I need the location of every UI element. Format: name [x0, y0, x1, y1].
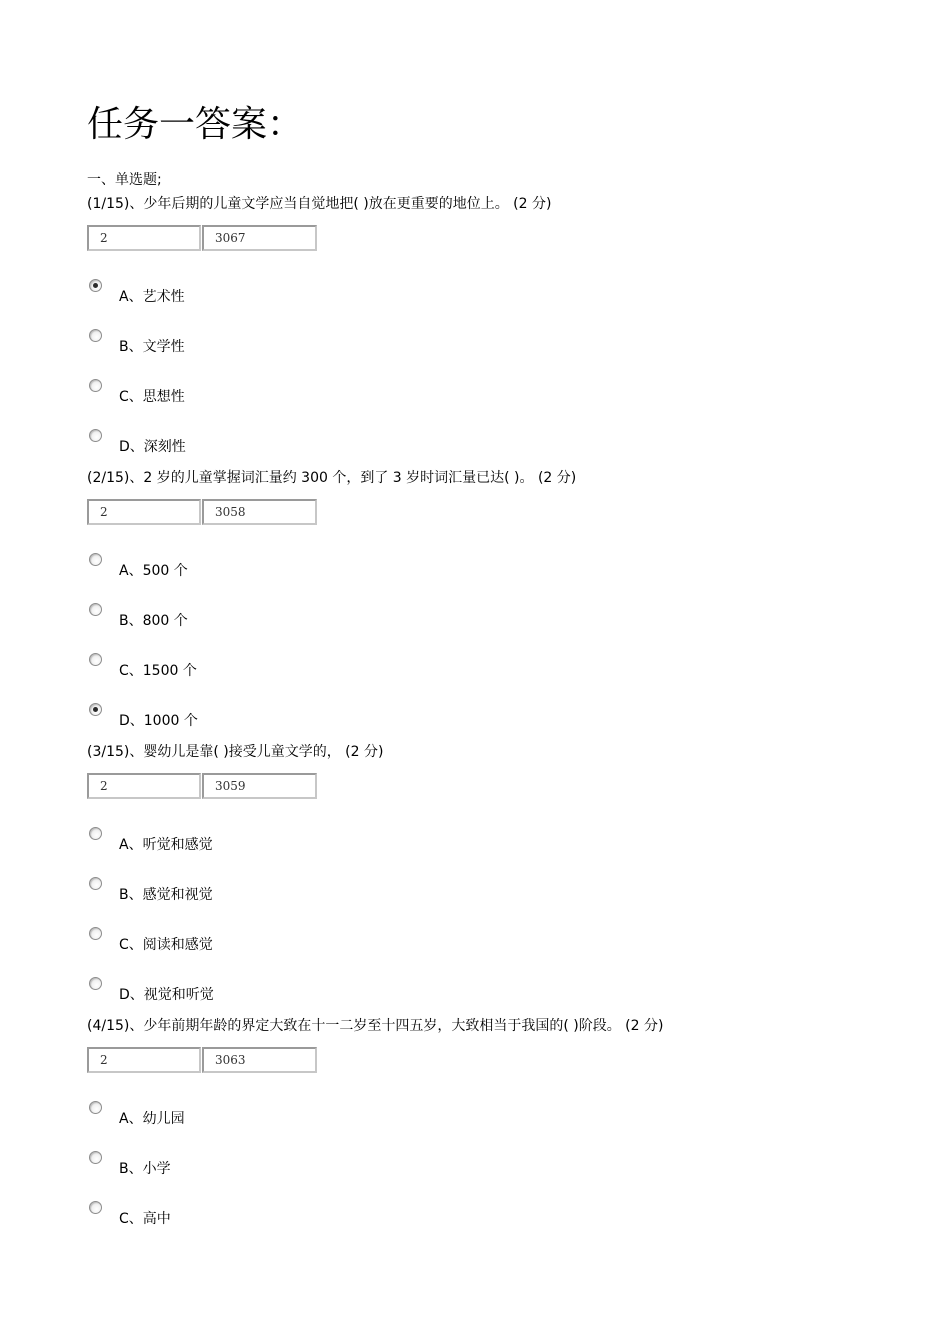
option-label: C、1500 个: [119, 663, 197, 679]
score-field[interactable]: 2: [87, 225, 201, 251]
radio-button[interactable]: [89, 927, 102, 940]
answer-fields: [87, 773, 887, 801]
option-label: A、听觉和感觉: [119, 837, 213, 853]
option-label: B、800 个: [119, 613, 188, 629]
section-heading: 一、单选题;: [87, 172, 162, 188]
radio-button-selected[interactable]: [89, 279, 102, 292]
radio-dot-icon: [93, 707, 98, 712]
radio-button[interactable]: [89, 429, 102, 442]
option-d[interactable]: [87, 977, 487, 1017]
radio-button[interactable]: [89, 827, 102, 840]
option-label: B、感觉和视觉: [119, 887, 213, 903]
question-text: (4/15)、少年前期年龄的界定大致在十一二岁至十四五岁，大致相当于我国的( )阶段。 (2 分): [87, 1018, 664, 1034]
option-label: B、小学: [119, 1161, 171, 1177]
question-2: [87, 468, 887, 527]
radio-button[interactable]: [89, 379, 102, 392]
option-b[interactable]: [87, 1151, 487, 1191]
option-a[interactable]: [87, 553, 487, 593]
radio-button[interactable]: [89, 1201, 102, 1214]
option-label: C、高中: [119, 1211, 171, 1227]
option-label: D、深刻性: [119, 439, 186, 455]
id-field[interactable]: 3059: [202, 773, 317, 799]
radio-button[interactable]: [89, 653, 102, 666]
option-label: D、视觉和听觉: [119, 987, 214, 1003]
option-d[interactable]: [87, 429, 487, 469]
option-label: D、1000 个: [119, 713, 198, 729]
option-b[interactable]: [87, 877, 487, 917]
option-c[interactable]: [87, 653, 487, 693]
question-text: (1/15)、少年后期的儿童文学应当自觉地把( )放在更重要的地位上。 (2 分): [87, 196, 552, 212]
question-text: (2/15)、2 岁的儿童掌握词汇量约 300 个，到了 3 岁时词汇量已达( )。 (2 分): [87, 470, 577, 486]
radio-button-selected[interactable]: [89, 703, 102, 716]
question-3: [87, 742, 887, 801]
id-field[interactable]: 3058: [202, 499, 317, 525]
question-1: [87, 194, 887, 253]
radio-button[interactable]: [89, 553, 102, 566]
option-label: C、思想性: [119, 389, 185, 405]
option-b[interactable]: [87, 329, 487, 369]
option-c[interactable]: [87, 1201, 487, 1241]
radio-dot-icon: [93, 283, 98, 288]
id-field[interactable]: 3067: [202, 225, 317, 251]
option-label: C、阅读和感觉: [119, 937, 213, 953]
answer-fields: [87, 499, 887, 527]
option-a[interactable]: [87, 1101, 487, 1141]
score-field[interactable]: 2: [87, 1047, 201, 1073]
option-a[interactable]: [87, 827, 487, 867]
option-c[interactable]: [87, 379, 487, 419]
score-field[interactable]: 2: [87, 773, 201, 799]
score-field[interactable]: 2: [87, 499, 201, 525]
question-text: (3/15)、婴幼儿是靠( )接受儿童文学的， (2 分): [87, 744, 384, 760]
option-d[interactable]: [87, 703, 487, 743]
question-4: [87, 1016, 887, 1075]
option-label: A、艺术性: [119, 289, 185, 305]
radio-button[interactable]: [89, 603, 102, 616]
radio-button[interactable]: [89, 977, 102, 990]
radio-button[interactable]: [89, 1151, 102, 1164]
id-field[interactable]: 3063: [202, 1047, 317, 1073]
radio-button[interactable]: [89, 877, 102, 890]
option-b[interactable]: [87, 603, 487, 643]
option-label: A、500 个: [119, 563, 188, 579]
radio-button[interactable]: [89, 329, 102, 342]
page-title: 任务一答案：: [87, 104, 304, 145]
option-c[interactable]: [87, 927, 487, 967]
answer-fields: [87, 225, 887, 253]
answer-fields: [87, 1047, 887, 1075]
radio-button[interactable]: [89, 1101, 102, 1114]
option-label: B、文学性: [119, 339, 185, 355]
option-a[interactable]: [87, 279, 487, 319]
option-label: A、幼儿园: [119, 1111, 185, 1127]
